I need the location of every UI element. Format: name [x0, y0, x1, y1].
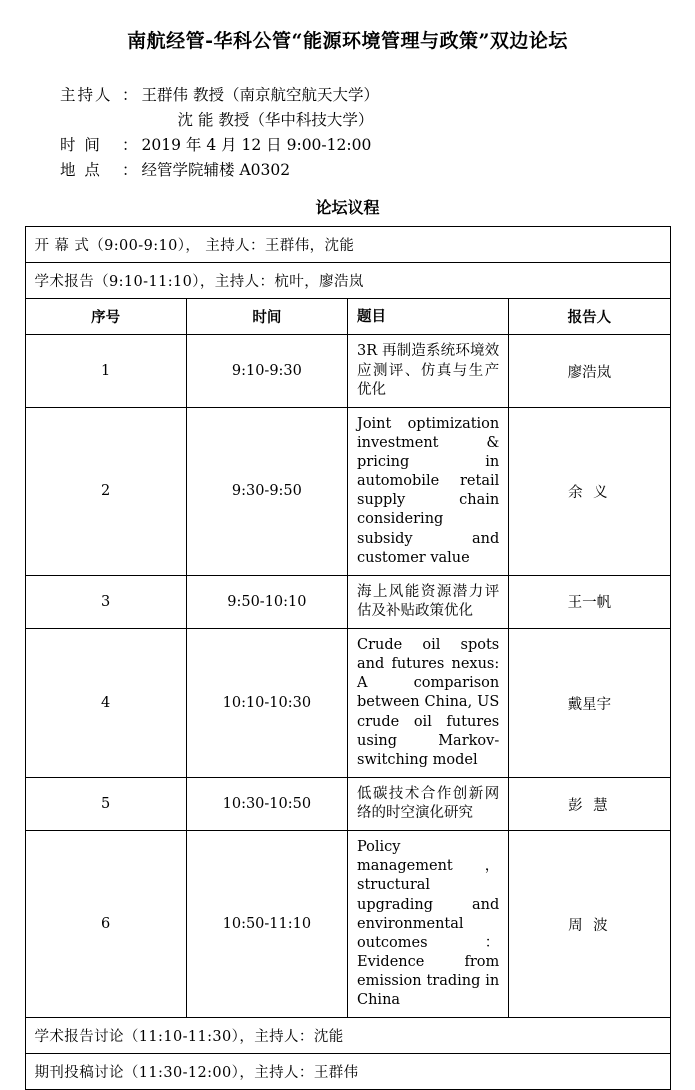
row-topic: 低碳技术合作创新网络的时空演化研究	[348, 777, 509, 830]
table-row	[25, 777, 670, 830]
journal-discussion-cell: 期刊投稿讨论（11:30-12:00），主持人：王群伟	[25, 1054, 670, 1090]
table-row	[25, 407, 670, 575]
row-no: 6	[25, 831, 186, 1018]
discussion-cell: 学术报告讨论（11:10-11:30），主持人：沈能	[25, 1018, 670, 1054]
row-time: 9:10-9:30	[186, 335, 347, 407]
meta-value-time: 2019 年 4 月 12 日 9:00-12:00	[141, 136, 372, 155]
meta-label-time: 时 间	[60, 136, 102, 155]
meta-value-host-1: 王群伟 教授（南京航空航天大学）	[141, 86, 379, 104]
academic-session-cell: 学术报告（9:10-11:10），主持人：杭叶，廖浩岚	[25, 263, 670, 299]
row-time: 10:10-10:30	[186, 629, 347, 778]
row-speaker: 彭 慧	[509, 777, 670, 830]
row-no: 2	[25, 407, 186, 575]
table-header-row	[25, 299, 670, 335]
header-no: 序号	[25, 299, 186, 335]
agenda-heading: 论坛议程	[315, 198, 380, 218]
meta-value-host-2: 沈 能 教授（华中科技大学）	[177, 111, 374, 130]
row-time: 9:30-9:50	[186, 407, 347, 575]
table-row-discussion	[25, 1018, 670, 1054]
table-row-opening	[25, 227, 670, 263]
row-speaker: 周 波	[509, 831, 670, 1018]
meta-row-location	[60, 158, 673, 183]
row-speaker: 王一帆	[509, 575, 670, 628]
meta-separator-time: ：	[122, 136, 138, 155]
meta-separator-host: ：	[122, 86, 138, 104]
table-row	[25, 575, 670, 628]
meta-row-host-2	[60, 108, 673, 133]
row-topic: 海上风能资源潜力评估及补贴政策优化	[348, 575, 509, 628]
row-time: 10:30-10:50	[186, 777, 347, 830]
meta-row-host	[60, 83, 673, 108]
table-row	[25, 629, 670, 778]
opening-ceremony-cell: 开 幕 式（9:00-9:10）， 主持人：王群伟，沈能	[25, 227, 670, 263]
row-speaker: 余 义	[509, 407, 670, 575]
table-row	[25, 831, 670, 1018]
row-no: 4	[25, 629, 186, 778]
meta-block	[60, 83, 673, 183]
table-row-session	[25, 263, 670, 299]
meta-row-time	[60, 133, 673, 158]
meta-separator-location: ：	[122, 161, 138, 180]
row-speaker: 廖浩岚	[509, 335, 670, 407]
meta-label-host: 主持人	[60, 86, 113, 104]
row-time: 9:50-10:10	[186, 575, 347, 628]
row-topic: 3R 再制造系统环境效应测评、仿真与生产优化	[348, 335, 509, 407]
table-row	[25, 335, 670, 407]
document-page	[0, 26, 695, 1082]
page-title: 南航经管-华科公管“能源环境管理与政策”双边论坛	[127, 30, 568, 52]
row-time: 10:50-11:10	[186, 831, 347, 1018]
header-speaker: 报告人	[509, 299, 670, 335]
header-time: 时间	[186, 299, 347, 335]
meta-value-location: 经管学院辅楼 A0302	[141, 161, 291, 180]
row-topic: Joint optimization investment & pricing in automobile retail supply chain considering subsidy and customer value	[348, 407, 509, 575]
table-row-journal	[25, 1054, 670, 1090]
row-speaker: 戴星宇	[509, 629, 670, 778]
header-topic: 题目	[348, 299, 509, 335]
row-topic: Policy management，structural upgrading and environmental outcomes：Evidence from emission trading in China	[348, 831, 509, 1018]
meta-label-location: 地 点	[60, 161, 102, 180]
row-topic: Crude oil spots and futures nexus: A comparison between China, US crude oil futures using Markov-switching model	[348, 629, 509, 778]
row-no: 3	[25, 575, 186, 628]
row-no: 1	[25, 335, 186, 407]
row-no: 5	[25, 777, 186, 830]
agenda-table	[25, 226, 671, 1090]
